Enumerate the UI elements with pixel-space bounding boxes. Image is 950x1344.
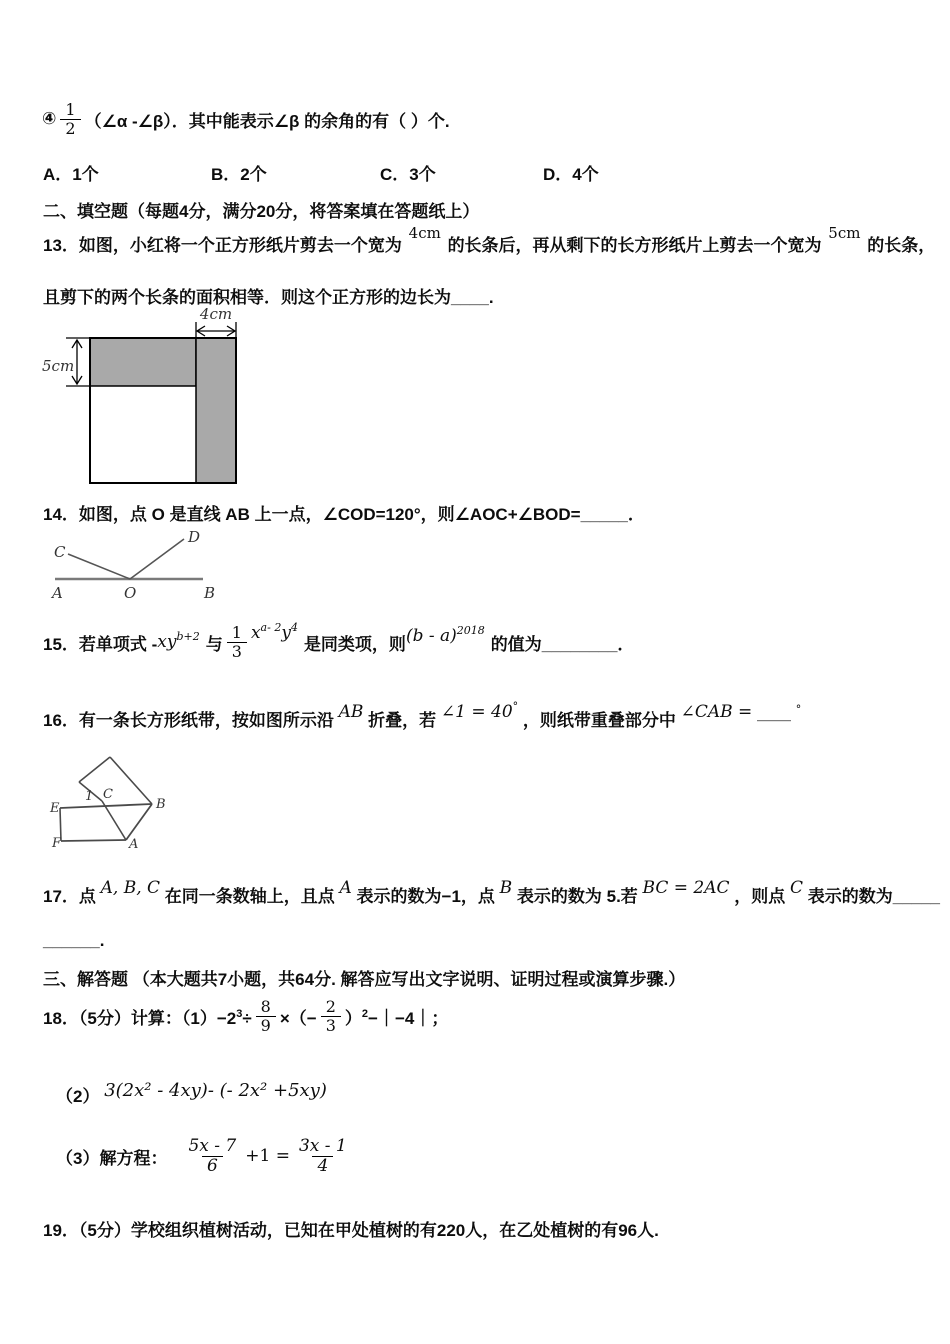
q18-fraction-2-3 — [321, 998, 341, 1034]
q17-point-C: C — [789, 878, 803, 898]
q15-power — [406, 626, 485, 646]
fig16-label-angle1: 1 — [85, 789, 94, 804]
ray-OC — [68, 554, 130, 579]
question-18-part1 — [43, 992, 448, 1040]
fraction-numerator: 2 — [325, 997, 336, 1017]
power-base: (b - a) — [405, 626, 457, 646]
edge-top-left — [79, 757, 110, 782]
q13-height-value: 5cm — [828, 224, 861, 242]
q18-lead — [43, 1004, 252, 1029]
question-13-line1 — [43, 224, 936, 256]
m2-exponent: a- 2 — [260, 621, 282, 634]
q13-square-figure — [40, 306, 270, 491]
question-18-part3 — [56, 1130, 356, 1182]
fig14-label-o: O — [124, 584, 137, 602]
q15-mid: 是同类项，则 — [303, 634, 406, 654]
q17-point-B: B — [499, 878, 513, 898]
q16-fold-figure — [45, 746, 180, 854]
q13-text-c: 的长条， — [867, 236, 936, 255]
fig13-width-label: 4cm — [199, 305, 233, 323]
question-13-line2 — [43, 283, 494, 308]
q18-fraction-3x1-4 — [294, 1137, 352, 1175]
choice-d-label: D．4个 — [543, 165, 599, 184]
q14-angle-figure — [40, 524, 218, 602]
q15-monomial-1 — [157, 632, 199, 652]
fraction-denominator: 2 — [60, 119, 80, 137]
close-paren: ） — [344, 1008, 362, 1028]
q13-text-b: 的长条后，再从剩下的长方形纸片上剪去一个宽为 — [447, 236, 822, 255]
m2-x: x — [250, 623, 261, 643]
q18-abs-tail: −｜−4｜； — [368, 1008, 449, 1028]
q16-answer-blank: ____ — [757, 702, 792, 722]
q16-lead: 16．有一条长方形纸带，按如图所示沿 — [43, 711, 334, 730]
fraction-numerator: 8 — [260, 997, 271, 1017]
fig16-label-f: F — [52, 836, 62, 851]
m2-y: y — [281, 623, 291, 643]
q18-times-open: ×（− — [279, 1008, 317, 1028]
choice-b — [211, 160, 267, 185]
q15-lead: 15．若单项式 - — [43, 634, 158, 654]
q16-mid1: 折叠，若 — [368, 711, 437, 730]
item4-fraction — [60, 101, 80, 137]
edge-FA — [61, 840, 126, 841]
problem-12-item4 — [42, 96, 450, 142]
q15-fraction — [227, 624, 247, 660]
fig16-label-a: A — [129, 837, 139, 852]
section-3-title: 三、解答题 （本大题共7小题，共64分. 解答应写出文字说明、证明过程或演算步骤.） — [43, 970, 686, 989]
section-3-heading — [43, 965, 685, 990]
top-strip — [90, 338, 196, 386]
q15-conj: 与 — [205, 634, 223, 654]
question-17-line1 — [43, 878, 941, 907]
q17-t5: 表示的数为_____ — [807, 887, 941, 906]
q18-equation-middle: +1 = — [245, 1146, 290, 1166]
degree-sign: ° — [512, 700, 519, 713]
m1-base: xy — [157, 632, 177, 652]
q15-tail: 的值为________． — [490, 634, 635, 654]
fig16-label-c: C — [103, 787, 113, 802]
fraction-denominator: 3 — [321, 1016, 341, 1034]
question-19 — [43, 1216, 659, 1241]
q13-text-a: 13．如图，小红将一个正方形纸片剪去一个宽为 — [43, 236, 402, 255]
q18-close-square — [345, 1004, 448, 1029]
fig16-label-e: E — [50, 801, 60, 816]
edge-top-right — [110, 757, 152, 804]
q16-angle1 — [441, 702, 518, 722]
m2-exponent-2: 4 — [290, 621, 298, 634]
q17-points-ABC: A, B, C — [100, 878, 161, 898]
q15-monomial-2 — [251, 623, 298, 643]
q17-t4: ，则点 — [734, 887, 786, 906]
fraction-denominator: 3 — [227, 642, 247, 660]
fig13-height-label: 5cm — [42, 357, 75, 375]
fig16-label-b: B — [156, 797, 166, 812]
fraction-denominator: 9 — [256, 1016, 276, 1034]
q17-relation-BC-2AC: BC = 2AC — [642, 878, 730, 898]
fraction-numerator: 1 — [231, 623, 242, 643]
ray-OD — [130, 539, 184, 579]
section-2-heading — [43, 197, 479, 222]
q18-square-exponent: 2 — [361, 1007, 369, 1020]
fold-AC — [102, 801, 126, 840]
q17-point-A: A — [339, 878, 352, 898]
item4-text: （∠α -∠β）．其中能表示∠β 的余角的有（ ）个. — [84, 111, 450, 131]
question-16 — [43, 700, 802, 731]
item4-marker: ④ — [42, 109, 57, 128]
q18-lead-text: 18．（5分）计算：（1）−2 — [43, 1008, 237, 1028]
q18-part2-label: （2） — [56, 1087, 100, 1106]
q18-fraction-5x7-6 — [183, 1137, 241, 1175]
fig14-label-c: C — [54, 543, 66, 561]
fraction-denominator: 6 — [202, 1156, 223, 1175]
choice-d — [543, 160, 599, 185]
question-15 — [43, 616, 634, 668]
fraction-denominator: 4 — [312, 1156, 333, 1175]
fraction-numerator: 3x - 1 — [298, 1136, 347, 1157]
q16-segment-AB: AB — [338, 702, 364, 722]
q13-text-d: 且剪下的两个长条的面积相等．则这个正方形的边长为____. — [43, 288, 494, 307]
q16-angle-CAB: ∠CAB = — [680, 702, 753, 722]
fig14-label-b: B — [204, 584, 216, 602]
q18-part3-label: （3）解方程： — [56, 1148, 168, 1168]
edge-AB — [126, 804, 152, 840]
angle1-value: ∠1 = 40 — [440, 702, 513, 722]
right-strip — [196, 338, 236, 483]
question-14 — [43, 500, 645, 525]
degree-sign: ° — [795, 703, 802, 716]
q18-fraction-8-9 — [256, 998, 276, 1034]
q13-width-value: 4cm — [408, 224, 441, 242]
divide-sign: ÷ — [242, 1008, 252, 1028]
fig14-label-d: D — [188, 528, 201, 546]
power-exponent: 2018 — [456, 624, 485, 637]
q17-lead: 17．点 — [43, 887, 96, 906]
q18-part2-expression: 3(2x² - 4xy)- (- 2x² +5xy) — [104, 1080, 327, 1101]
m1-exponent: b+2 — [176, 630, 200, 643]
fraction-numerator: 5x - 7 — [188, 1136, 237, 1157]
q17-t3: 表示的数为 5.若 — [516, 887, 638, 906]
q19-text: 19．（5分）学校组织植树活动，已知在甲处植树的有220人，在乙处植树的有96人. — [43, 1221, 659, 1240]
choice-c — [380, 160, 436, 185]
q16-mid2: ，则纸带重叠部分中 — [522, 711, 676, 730]
fig14-label-a: A — [52, 584, 63, 602]
question-18-part2 — [56, 1082, 327, 1107]
fraction-numerator: 1 — [65, 100, 76, 120]
question-17-line2 — [43, 931, 104, 951]
choice-c-label: C．3个 — [380, 165, 436, 184]
q18-cube-exponent: 3 — [236, 1007, 243, 1020]
choice-a — [43, 160, 99, 185]
choice-b-label: B．2个 — [211, 165, 267, 184]
q14-text: 14．如图，点 O 是直线 AB 上一点，∠COD=120°，则∠AOC+∠BOD=_____． — [43, 505, 645, 524]
q17-t2: 表示的数为−1，点 — [356, 887, 495, 906]
q17-answer-blank: ______. — [43, 931, 105, 950]
section-2-title: 二、填空题（每题4分，满分20分，将答案填在答题纸上） — [43, 202, 480, 221]
choice-a-label: A．1个 — [43, 165, 99, 184]
q17-t1: 在同一条数轴上，且点 — [164, 887, 335, 906]
